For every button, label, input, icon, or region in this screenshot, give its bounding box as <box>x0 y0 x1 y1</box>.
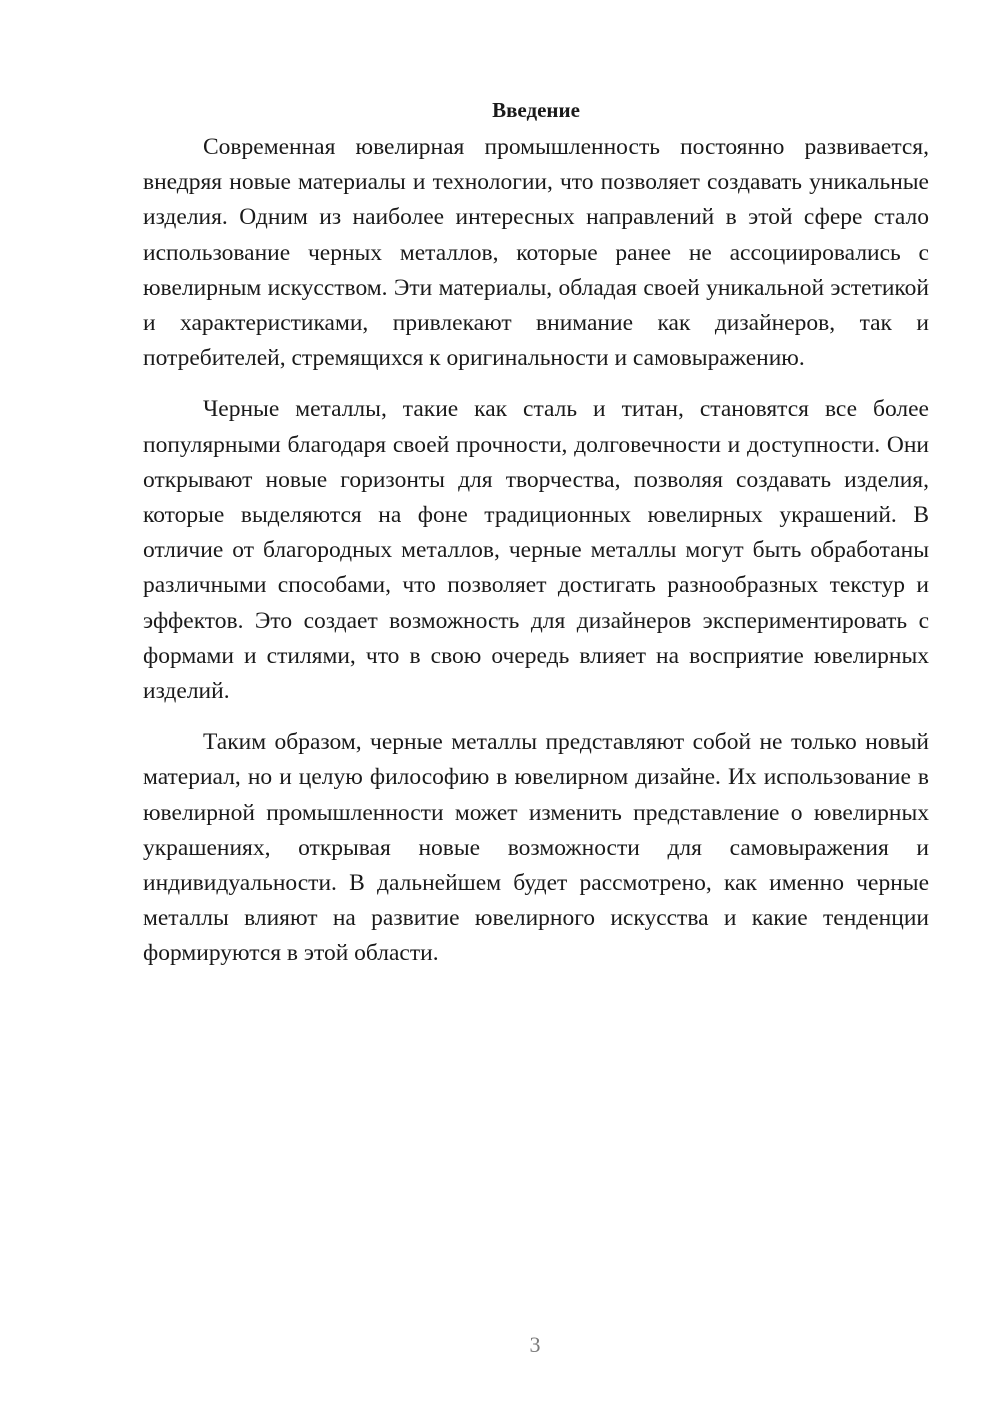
paragraph-2: Черные металлы, такие как сталь и титан, становятся все более популярными благодаря своей прочности, долговечности и доступности. Они открывают новые горизонты для творчества, позволяя создавать изделия, которые выделяются на фоне традиционных ювелирных украшений. В отличие от благородных металлов, черные металлы могут быть обработаны различными способами, что позволяет достигать разнообразных текстур и эффектов. Это создает возможность для дизайнеров экспериментировать с формами и стилями, что в свою очередь влияет на восприятие ювелирных изделий. <box>143 396 929 705</box>
paragraph-1: Современная ювелирная промышленность постоянно развивается, внедряя новые материалы и технологии, что позволяет создавать уникальные изделия. Одним из наиболее интересных направлений в этой сфере стало использование черных металлов, которые ранее не ассоциировались с ювелирным искусством. Эти материалы, обладая своей уникальной эстетикой и характеристиками, привлекают внимание как дизайнеров, так и потребителей, стремящихся к оригинальности и самовыражению. <box>143 134 929 372</box>
page-title: Введение <box>492 98 580 122</box>
document-body <box>143 93 929 988</box>
paragraph-3: Таким образом, черные металлы представляют собой не только новый материал, но и целую философию в ювелирном дизайне. Их использование в ювелирной промышленности может изменить представление о ювелирных украшениях, открывая новые возможности для самовыражения и индивидуальности. В дальнейшем будет рассмотрено, как именно черные металлы влияют на развитие ювелирного искусства и какие тенденции формируются в этой области. <box>143 729 929 967</box>
page-number: 3 <box>529 1332 541 1357</box>
